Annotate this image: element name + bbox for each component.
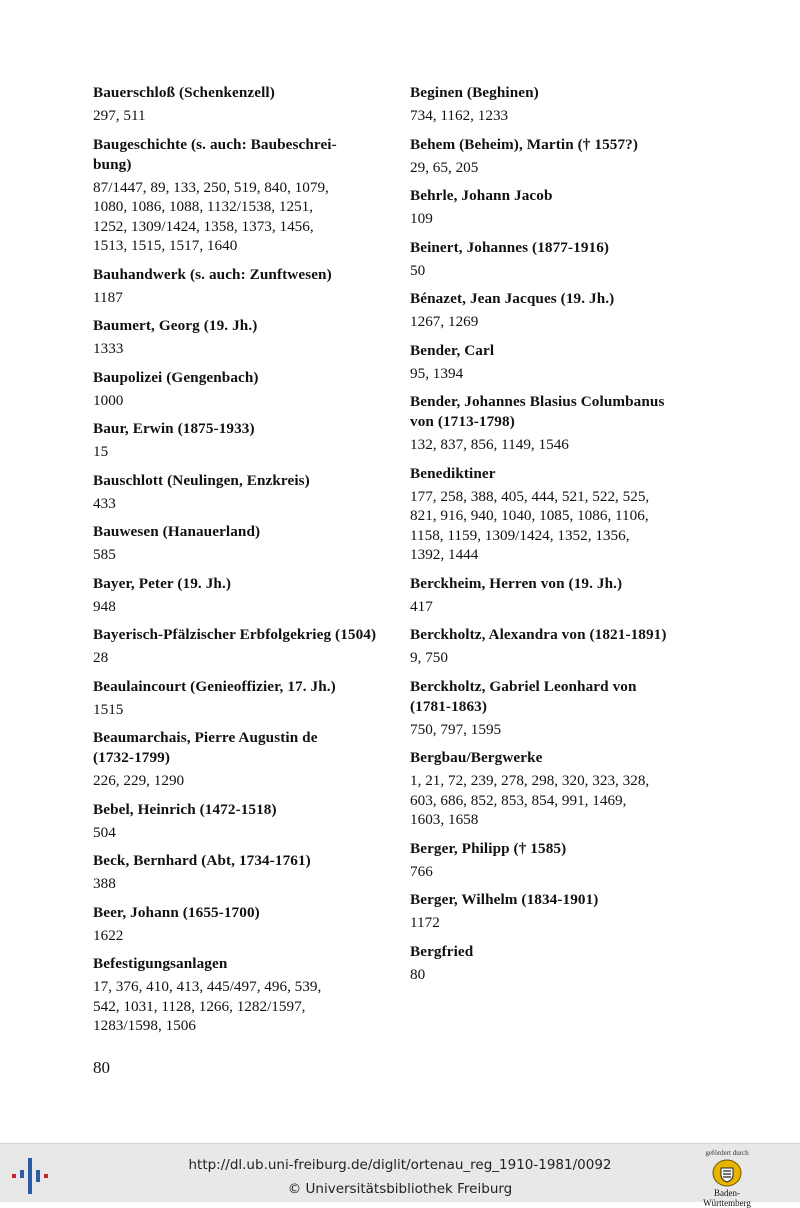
page-references: 948	[93, 597, 116, 615]
page-references: 29, 65, 205	[410, 158, 479, 176]
index-entry	[93, 522, 393, 565]
sponsor-caption: gefördert durch	[705, 1149, 749, 1157]
index-entry	[93, 135, 393, 256]
index-term: Bauerschloß (Schenkenzell)	[93, 84, 275, 101]
page-references: 297, 511	[93, 107, 146, 124]
index-term: Beinert, Johannes (1877-1916)	[410, 238, 610, 256]
page-references: 132, 837, 856, 1149, 1546	[410, 436, 569, 453]
page-references: 15	[93, 443, 109, 460]
page-references: 9, 750	[410, 649, 448, 666]
index-entry	[410, 341, 710, 384]
page-references: 585	[93, 546, 116, 563]
page-references: 1515	[93, 700, 124, 718]
index-entry	[410, 135, 710, 178]
page-references: 17, 376, 410, 413, 445/497, 496, 539, 542, 1031, 1128, 1266, 1282/1597, 1283/1598, 1506	[93, 978, 322, 1034]
page-references: 750, 797, 1595	[410, 720, 502, 738]
page-references: 95, 1394	[410, 364, 464, 382]
page-references: 80	[410, 965, 426, 983]
index-entry	[93, 574, 393, 617]
index-term: Bergfried	[410, 942, 474, 960]
index-term: Baupolizei (Gengenbach)	[93, 368, 259, 386]
index-term: Befestigungsanlagen	[93, 955, 228, 972]
index-term: Berger, Wilhelm (1834-1901)	[410, 891, 599, 908]
index-entry	[93, 265, 393, 308]
index-term: Berger, Philipp († 1585)	[410, 839, 567, 857]
index-column-right	[410, 83, 710, 993]
index-entry	[410, 574, 710, 617]
index-term: Baur, Erwin (1875-1933)	[93, 420, 255, 437]
page-references: 28	[93, 649, 109, 666]
index-term: Bayer, Peter (19. Jh.)	[93, 574, 232, 592]
index-term: Bergbau/Bergwerke	[410, 749, 543, 766]
page-references: 433	[93, 494, 116, 512]
document-url[interactable]: http://dl.ub.uni-freiburg.de/diglit/ortenau_reg_1910-1981/0092	[188, 1157, 612, 1173]
index-entry	[410, 942, 710, 985]
index-term: Bebel, Heinrich (1472-1518)	[93, 800, 277, 818]
index-entry	[93, 368, 393, 411]
index-term: Berckholtz, Gabriel Leonhard von (1781-1863)	[410, 677, 637, 715]
viewer-footer	[0, 1143, 800, 1208]
index-entry	[410, 392, 710, 455]
index-term: Beaumarchais, Pierre Augustin de (1732-1799)	[93, 729, 318, 766]
page-references: 417	[410, 597, 433, 615]
sponsor-block	[692, 1148, 762, 1208]
index-term: Bender, Carl	[410, 341, 495, 359]
index-term: Beer, Johann (1655-1700)	[93, 903, 260, 921]
index-entry	[410, 83, 710, 126]
index-term: Bender, Johannes Blasius Columbanus von (1713-1798)	[410, 393, 665, 430]
index-entry	[93, 800, 393, 843]
index-term: Beaulaincourt (Genieoffizier, 17. Jh.)	[93, 677, 336, 695]
page-references: 1267, 1269	[410, 313, 479, 330]
index-entry	[410, 677, 710, 740]
index-entry	[93, 83, 393, 126]
index-term: Baumert, Georg (19. Jh.)	[93, 317, 258, 334]
sponsor-name: Baden-Württemberg	[703, 1188, 751, 1208]
page-references: 226, 229, 1290	[93, 772, 185, 789]
index-entry	[410, 289, 710, 332]
index-term: Bayerisch-Pfälzischer Erbfolgekrieg (1504)	[93, 626, 377, 643]
index-term: Bauhandwerk (s. auch: Zunftwesen)	[93, 265, 332, 283]
page-references: 1622	[93, 926, 124, 944]
index-entry	[93, 851, 393, 894]
index-entry	[93, 316, 393, 359]
index-entry	[93, 625, 393, 668]
page-number: 80	[93, 1058, 110, 1077]
index-term: Bauwesen (Hanauerland)	[93, 523, 261, 540]
page-references: 766	[410, 862, 433, 880]
index-entry	[93, 419, 393, 462]
index-entry	[410, 625, 710, 668]
index-entry	[93, 471, 393, 514]
index-entry	[93, 677, 393, 720]
page-references: 734, 1162, 1233	[410, 107, 509, 124]
page-references: 1000	[93, 391, 124, 409]
page-references: 87/1447, 89, 133, 250, 519, 840, 1079, 1080, 1086, 1088, 1132/1538, 1251, 1252, 1309/1424, 1358, 1373, 1456, 1513, 1515, 1517, 1640	[93, 178, 329, 254]
index-term: Beck, Bernhard (Abt, 1734-1761)	[93, 852, 311, 869]
index-entry	[410, 839, 710, 882]
index-entry	[410, 238, 710, 281]
index-term: Bauschlott (Neulingen, Enzkreis)	[93, 471, 310, 489]
index-entry	[410, 186, 710, 229]
index-term: Bénazet, Jean Jacques (19. Jh.)	[410, 290, 615, 307]
index-entry	[410, 464, 710, 565]
index-entry	[93, 954, 393, 1036]
index-term: Beginen (Beghinen)	[410, 84, 539, 101]
index-term: Berckholtz, Alexandra von (1821-1891)	[410, 626, 667, 643]
page-references: 177, 258, 388, 405, 444, 521, 522, 525, 821, 916, 940, 1040, 1085, 1086, 1106, 1158, 1159, 1309/1424, 1352, 1356, 1392, 1444	[410, 487, 650, 563]
index-entry	[93, 728, 393, 791]
index-term: Behem (Beheim), Martin († 1557?)	[410, 135, 639, 153]
index-entry	[410, 890, 710, 933]
copyright-notice: © Universitätsbibliothek Freiburg	[287, 1181, 513, 1197]
page-references: 1333	[93, 340, 124, 357]
index-entry	[93, 903, 393, 946]
page-references: 1172	[410, 914, 440, 931]
page-references: 504	[93, 823, 116, 841]
index-term: Berckheim, Herren von (19. Jh.)	[410, 574, 623, 592]
page-references: 1187	[93, 288, 123, 306]
index-term: Baugeschichte (s. auch: Baubeschrei- bung)	[93, 135, 337, 173]
page-references: 388	[93, 875, 116, 892]
index-entry	[410, 748, 710, 830]
page-references: 109	[410, 210, 433, 227]
page-references: 50	[410, 261, 426, 279]
index-column-left	[93, 83, 393, 1045]
page-references: 1, 21, 72, 239, 278, 298, 320, 323, 328, 603, 686, 852, 853, 854, 991, 1469, 1603, 1658	[410, 772, 650, 828]
baden-wuerttemberg-seal-icon	[712, 1158, 742, 1188]
index-term: Behrle, Johann Jacob	[410, 187, 553, 204]
index-term: Benediktiner	[410, 464, 496, 482]
